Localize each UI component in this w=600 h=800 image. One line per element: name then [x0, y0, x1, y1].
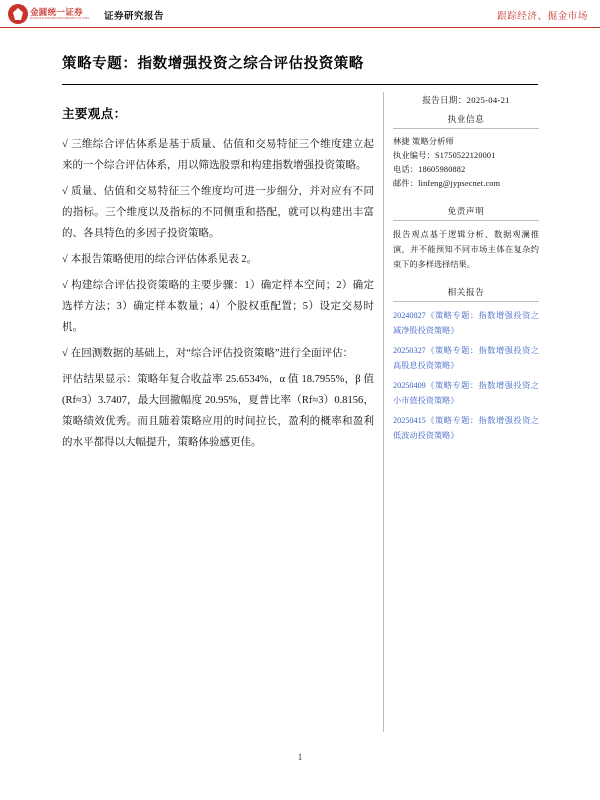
section-heading: 主要观点： [62, 107, 127, 121]
related-report-link[interactable]: 20250327《策略专题：指数增强投资之高股息投资策略》 [393, 346, 539, 370]
report-date: 报告日期：2025-04-21 [422, 95, 510, 105]
company-logo [8, 3, 94, 25]
bullet-text: 在回测数据的基础上，对“综合评估投资策略”进行全面评估： [70, 348, 354, 359]
bullet-item [62, 134, 374, 176]
related-report-link[interactable]: 20250409《策略专题：指数增强投资之小市值投资策略》 [393, 381, 539, 405]
header-report-type: 证券研究报告 [104, 12, 165, 22]
check-icon: √ [62, 254, 68, 265]
bullet-text: 构建综合评估投资策略的主要步骤：1）确定样本空间；2）确定选样方法；3）确定样本数量；4）个股权重配置；5）设定交易时机。 [62, 280, 374, 333]
page-number: 1 [297, 752, 303, 762]
logo-mark-icon [8, 4, 28, 24]
related-report-link[interactable]: 20240827《策略专题：指数增强投资之减净股投资策略》 [393, 311, 539, 335]
check-icon: √ [62, 280, 68, 291]
bullet-item [62, 275, 374, 338]
closing-paragraph: 评估结果显示：策略年复合收益率 25.6534%，α 值 18.7955%，β 值(Rf≈3）3.7407，最大回撤幅度 20.95%，夏普比率（Rf≈3）0.8156，策略绩效优秀。而且随着策略应用的时间拉长，盈利的概率和盈利的水平都得以大幅提升，策略体验感更佳。 [62, 374, 374, 448]
check-icon: √ [62, 186, 68, 197]
title-divider [62, 84, 538, 85]
analyst-section-title: 执业信息 [393, 113, 539, 129]
logo-name-cn: 金圆统一证券 [30, 6, 83, 17]
analyst-email[interactable]: 邮件：linfeng@jypsecnet.com [393, 179, 501, 188]
column-divider [383, 92, 384, 732]
analyst-phone: 电话：18605980882 [393, 165, 466, 174]
bullet-item [62, 343, 374, 364]
bullet-text: 本报告策略使用的综合评估体系见表 2。 [70, 254, 258, 265]
analyst-name: 林捷 策略分析师 [393, 137, 454, 146]
sidebar [393, 94, 539, 448]
bullet-text: 质量、估值和交易特征三个维度均可进一步细分，并对应有不同的指标。三个维度以及指标的不同侧重和搭配，就可以构建出丰富的、各具特色的多因子投资策略。 [62, 186, 374, 239]
disclaimer-title: 免责声明 [393, 205, 539, 221]
page-title: 策略专题：指数增强投资之综合评估投资策略 [62, 56, 364, 72]
disclaimer-text: 报告观点基于逻辑分析、数据观澜推演，并不能预知不同市场主体在复杂约束下的多样选择结果。 [393, 230, 539, 269]
logo-name-en: JINYUAN UNITED SECURITIES CO.,LTD. [30, 15, 90, 20]
related-reports-title: 相关报告 [393, 286, 539, 302]
check-icon: √ [62, 348, 68, 359]
bullet-text: 三维综合评估体系是基于质量、估值和交易特征三个维度建立起来的一个综合评估体系，用以筛选股票和构建指数增强投资策略。 [62, 139, 374, 171]
logo-text [30, 8, 93, 20]
header-slogan: 跟踪经济、掘金市场 [497, 12, 588, 22]
main-content [62, 94, 374, 458]
spacer [393, 191, 539, 205]
analyst-license: 执业编号：S1750522120001 [393, 151, 496, 160]
bullet-item [62, 181, 374, 244]
page-header [0, 0, 600, 28]
check-icon: √ [62, 139, 68, 150]
bullet-item [62, 249, 374, 270]
related-report-link[interactable]: 20250415《策略专题：指数增强投资之低波动投资策略》 [393, 416, 539, 440]
spacer [393, 272, 539, 286]
